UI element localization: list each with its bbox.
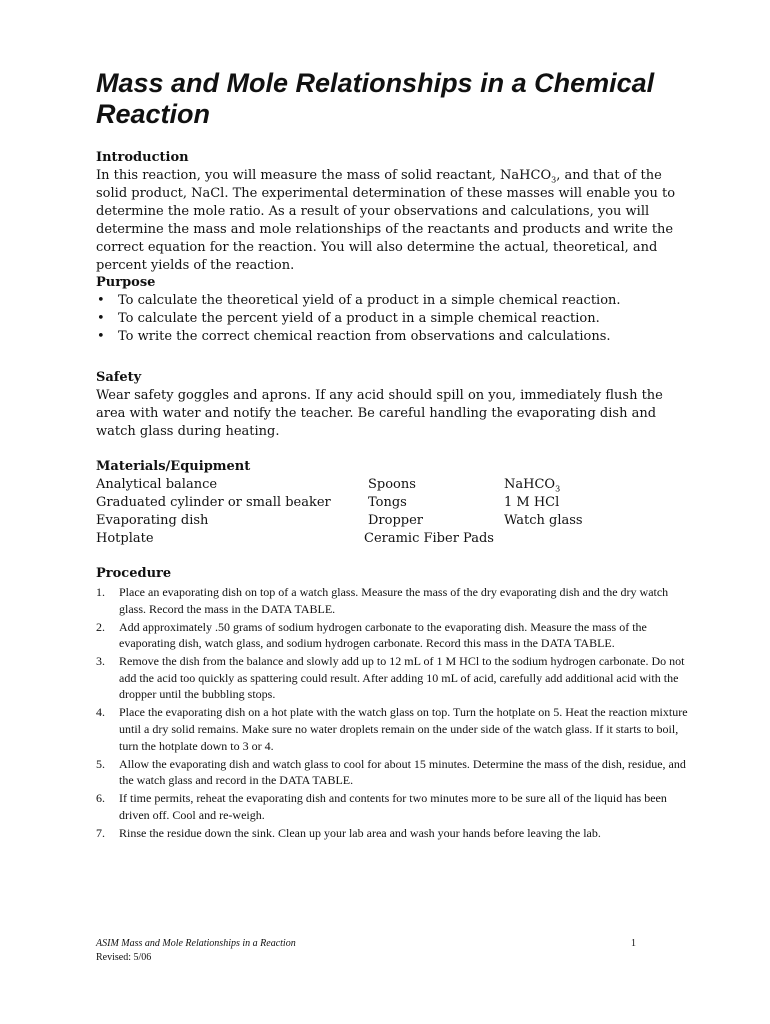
purpose-heading: Purpose [96,275,156,290]
materials-heading: Materials/Equipment [96,459,251,474]
purpose-list [96,292,621,346]
material-item: Ceramic Fiber Pads [364,531,494,546]
procedure-step [96,619,696,652]
step-number: 4. [96,705,105,720]
safety-heading: Safety [96,370,142,385]
material-item: Hotplate [96,531,154,546]
step-text: Allow the evaporating dish and watch glass to cool for about 15 minutes. Determine the mass of the dish, residue, and the watch glass and record in the DATA TABLE. [119,756,686,788]
procedure-step [96,704,696,754]
step-text: Place the evaporating dish on a hot plate with the watch glass on top. Turn the hotplate on 5. Heat the reaction mixture until a dry solid remains. Make sure no water droplets remain on the under side of the watch glass. If it starts to boil, turn the hotplate down to 3 or 4. [119,705,688,753]
page-footer [96,937,656,965]
material-item-text: NaHCO [504,477,556,492]
material-item: Dropper [368,513,424,528]
bullet-icon: • [97,329,105,344]
purpose-item-text: To calculate the theoretical yield of a product in a simple chemical reaction. [118,293,621,308]
procedure-step [96,584,696,617]
procedure-step [96,825,696,842]
procedure-step [96,756,696,789]
materials-row [96,476,696,494]
page-title: Mass and Mole Relationships in a Chemical Reaction [96,68,655,129]
step-text: Rinse the residue down the sink. Clean up your lab area and wash your hands before leaving the lab. [119,825,601,840]
step-number: 5. [96,756,105,771]
step-number: 7. [96,825,105,840]
purpose-item [96,328,621,346]
introduction-text-part-1: In this reaction, you will measure the mass of solid reactant, NaHCO [96,168,552,183]
procedure-heading: Procedure [96,566,172,581]
step-number: 6. [96,791,105,806]
material-item: Graduated cylinder or small beaker [96,495,331,510]
material-item: Spoons [368,477,416,492]
procedure-step [96,653,696,703]
materials-row [96,530,696,548]
purpose-item [96,292,621,310]
safety-text: Wear safety goggles and aprons. If any acid should spill on you, immediately flush the area with water and notify the teacher. Be careful handling the evaporating dish and watch glass during heating. [96,388,663,439]
materials-row [96,494,696,512]
material-item: 1 M HCl [504,495,560,510]
step-number: 1. [96,585,105,599]
step-number: 3. [96,654,105,669]
procedure-list [96,584,696,843]
footer-title: ASIM Mass and Mole Relationships in a Reaction [96,938,296,949]
step-text: Place an evaporating dish on top of a watch glass. Measure the mass of the dry evaporating dish and the dry watch glass. Record the mass in the DATA TABLE. [119,585,669,616]
footer-revised: Revised: 5/06 [96,952,152,963]
purpose-item-text: To calculate the percent yield of a product in a simple chemical reaction. [118,311,600,326]
material-item: Watch glass [504,513,583,528]
step-text: If time permits, reheat the evaporating dish and contents for two minutes more to be sure all of the liquid has been driven off. Cool and re-weigh. [119,791,667,822]
page-number: 1 [631,938,636,949]
introduction-heading: Introduction [96,150,189,165]
bullet-icon: • [97,293,105,308]
step-text: Add approximately .50 grams of sodium hydrogen carbonate to the evaporating dish. Measure the mass of the evaporating dish, watch glass, and sodium hydrogen carbonate. Record this mass in the DATA TABLE. [119,619,647,651]
material-item: Tongs [368,495,407,510]
introduction-subscript: 3 [551,175,557,185]
step-number: 2. [96,619,105,634]
materials-row [96,512,696,530]
material-subscript: 3 [555,484,561,494]
purpose-item [96,310,621,328]
procedure-step [96,790,696,823]
material-item: Analytical balance [96,477,218,492]
introduction-text [96,167,696,275]
step-text: Remove the dish from the balance and slowly add up to 12 mL of 1 M HCl to the sodium hydrogen carbonate. Do not add the acid too quickly as spattering could result. After adding 10 mL of acid, carefully add additional acid with the dropper until the bubbling stops. [119,654,685,702]
material-item [504,476,560,494]
introduction-text-part-2: , and that of the solid product, NaCl. The experimental determination of these masses will enable you to determine the mole ratio. As a result of your observations and calculations, you will determine the mass and mole relationships of the reactants and products and write the correct equation for the reaction. You will also determine the actual, theoretical, and percent yields of the reaction. [96,168,676,273]
bullet-icon: • [97,311,105,326]
material-item: Evaporating dish [96,513,209,528]
purpose-item-text: To write the correct chemical reaction from observations and calculations. [118,329,611,344]
